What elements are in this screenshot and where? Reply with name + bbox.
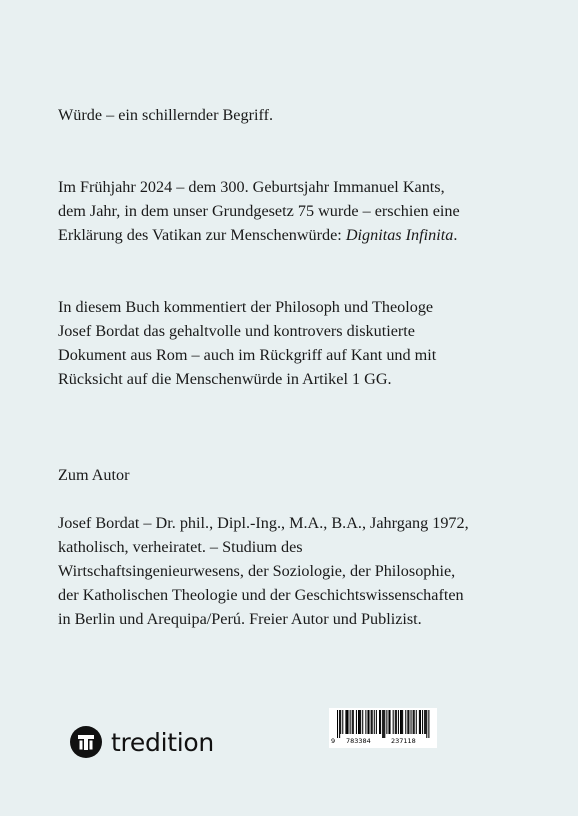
book-description-paragraph	[58, 295, 528, 391]
author-heading	[58, 463, 528, 487]
text-line: Dokument aus Rom – auch im Rückgriff auf Kant und mit	[58, 346, 437, 364]
isbn-barcode	[329, 708, 437, 748]
barcode-bar	[353, 710, 354, 734]
text-segment: Erklärung des Vatikan zur Menschenwürde:	[58, 226, 346, 244]
barcode-bar	[402, 710, 403, 734]
barcode-bar	[407, 710, 408, 734]
text-line: In diesem Buch kommentiert der Philosoph und Theologe	[58, 298, 434, 316]
text-line: Josef Bordat das gehaltvolle und kontrovers diskutierte	[58, 322, 415, 340]
barcode-bar	[365, 710, 366, 734]
barcode-group: 783384	[346, 737, 371, 745]
barcode-bar	[411, 710, 412, 734]
barcode-bar	[380, 710, 381, 734]
barcode-group: 237118	[391, 737, 416, 745]
barcode-bar	[346, 710, 347, 734]
barcode-bar	[339, 710, 340, 738]
barcode-bar	[348, 710, 349, 734]
text-line: der Katholischen Theologie und der Geschichtswissenschaften	[58, 586, 464, 604]
barcode-bar	[384, 710, 385, 738]
barcode-bar	[398, 710, 399, 734]
barcode-bar	[352, 710, 353, 734]
barcode-bar	[426, 710, 427, 738]
barcode-bar	[386, 710, 387, 734]
text-line: Wirtschaftsingenieurwesens, der Soziologie, der Philosophie,	[58, 562, 456, 580]
barcode-bar	[372, 710, 373, 734]
barcode-bar	[420, 710, 421, 734]
intro-paragraph	[58, 103, 528, 127]
barcode-bar	[396, 710, 397, 734]
barcode-bar	[376, 710, 377, 734]
barcode-bar	[428, 710, 429, 738]
text-segment: .	[453, 226, 458, 244]
document-title: Dignitas Infinita	[345, 226, 454, 244]
text-line: Josef Bordat – Dr. phil., Dipl.-Ing., M.A., B.A., Jahrgang 1972,	[58, 514, 469, 532]
barcode-bar	[340, 710, 341, 734]
context-paragraph	[58, 175, 528, 247]
publisher-name: tredition	[111, 727, 214, 757]
text-line: dem Jahr, in dem unser Grundgesetz 75 wurde – erschien eine	[58, 202, 460, 220]
barcode-bar	[416, 710, 417, 734]
tredition-logo-icon	[70, 726, 102, 758]
barcode-bar	[393, 710, 394, 734]
barcode-bar	[371, 710, 372, 734]
barcode-bar	[337, 710, 338, 738]
barcode-bar	[408, 710, 409, 734]
barcode-bar	[369, 710, 370, 734]
barcode-bar	[350, 710, 351, 734]
text-line: katholisch, verheiratet. – Studium des	[58, 538, 303, 556]
barcode-bar	[424, 710, 425, 734]
barcode-bar	[359, 710, 360, 734]
barcode-bar	[382, 710, 383, 738]
barcode-bar	[401, 710, 402, 734]
barcode-bar	[390, 710, 391, 734]
barcode-bar	[379, 710, 380, 734]
barcode-bar	[374, 710, 375, 734]
barcode-bar	[414, 710, 415, 734]
barcode-bar	[413, 710, 414, 734]
barcode-bar	[422, 710, 423, 734]
barcode-bar	[360, 710, 361, 734]
barcode-bar	[395, 710, 396, 734]
barcode-bar	[367, 710, 368, 734]
barcode-bars	[329, 708, 437, 738]
barcode-bar	[405, 710, 406, 734]
heading-text: Zum Autor	[58, 466, 130, 484]
author-bio-paragraph	[58, 511, 528, 631]
publisher-logo	[70, 726, 214, 758]
text-line: Würde – ein schillernder Begriff.	[58, 106, 274, 124]
text-line: Rücksicht auf die Menschenwürde in Artikel 1 GG.	[58, 370, 392, 388]
barcode-digit: 9	[331, 737, 336, 745]
barcode-bar	[358, 710, 359, 734]
barcode-bar	[383, 710, 384, 738]
barcode-bar	[419, 710, 420, 734]
barcode-bar	[345, 710, 346, 734]
barcode-bar	[425, 710, 426, 734]
barcode-bar	[356, 710, 357, 734]
barcode-bar	[400, 710, 401, 734]
text-line: Im Frühjahr 2024 – dem 300. Geburtsjahr Immanuel Kants,	[58, 178, 445, 196]
text-line	[58, 223, 528, 247]
barcode-bar	[342, 710, 343, 734]
barcode-bar	[362, 710, 363, 734]
barcode-bar	[388, 710, 389, 734]
text-line: in Berlin und Arequipa/Perú. Freier Autor und Publizist.	[58, 610, 422, 628]
